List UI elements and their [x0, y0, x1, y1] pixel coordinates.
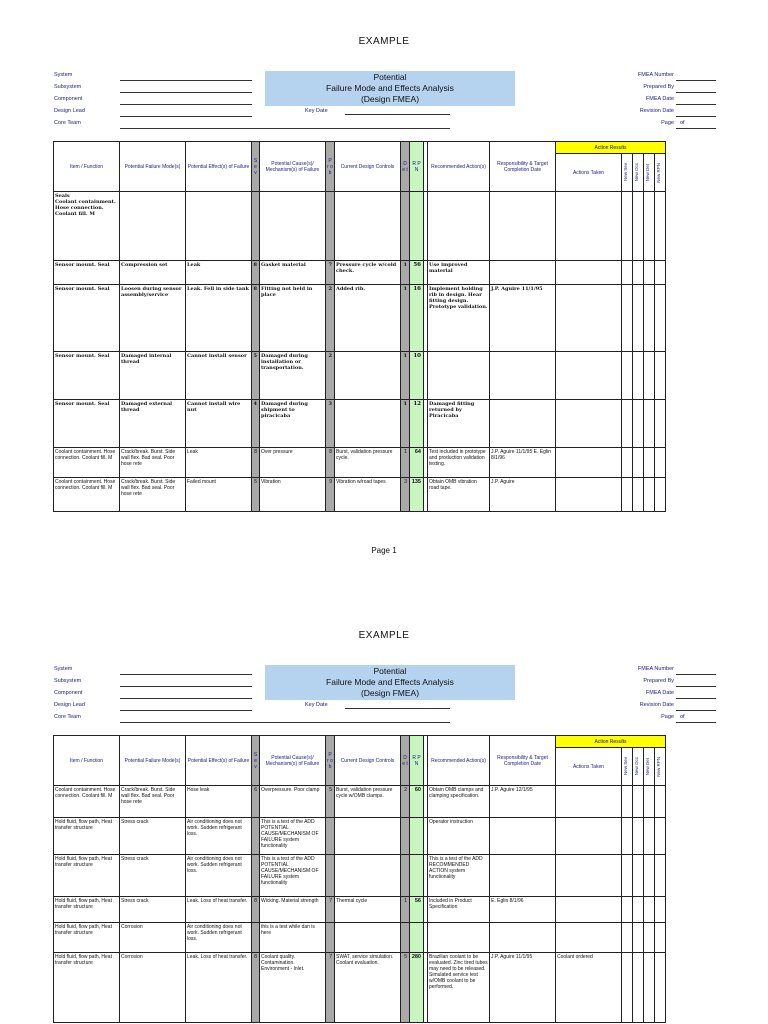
cell-responsibility[interactable] [490, 192, 556, 261]
table-row [54, 897, 666, 923]
cell-recommended[interactable] [428, 352, 490, 400]
col-sev: S e v [252, 142, 260, 192]
cell-item[interactable]: Hold fluid, flow path, Heat transfer structure [54, 953, 120, 1023]
cell-new-rpn[interactable] [655, 285, 666, 352]
col-rpn: R P N [410, 142, 424, 192]
cell-prob[interactable]: 3 [326, 400, 335, 448]
fmea-number-field[interactable]: FMEA Number [560, 665, 720, 677]
cell-effect[interactable] [186, 192, 252, 261]
cell-item[interactable]: Coolant containment. Hose connection. Coolant fill. M [54, 786, 120, 818]
cell-responsibility[interactable]: J.P. Aguire 11/1/95 [490, 953, 556, 1023]
col-det: D e t [401, 736, 410, 786]
cell-effect[interactable]: Leak [186, 448, 252, 478]
core-team-field[interactable]: Core Team [54, 119, 254, 131]
cell-new-det[interactable] [644, 192, 655, 261]
col-new-sev: New Sev [623, 757, 628, 776]
cell-item[interactable]: Sensor mount. Seal [54, 261, 120, 285]
header-left-fields [54, 71, 254, 131]
cell-recommended[interactable] [428, 192, 490, 261]
cell-sev[interactable] [252, 855, 260, 897]
cell-new-sev[interactable] [622, 786, 633, 818]
cell-recommended[interactable]: Test included in prototype and production validation testing. [428, 448, 490, 478]
cell-prob[interactable]: 7 [326, 953, 335, 1023]
cell-det[interactable]: 1 [401, 285, 410, 352]
cell-responsibility[interactable]: J.P. Aguire 11/1/95 E. Eglin 8/1/96 [490, 448, 556, 478]
table-row [54, 192, 666, 261]
cell-rpn[interactable] [410, 855, 424, 897]
cell-new-occ[interactable] [633, 352, 644, 400]
cell-actions-taken[interactable] [556, 261, 622, 285]
cell-recommended[interactable]: Included in Product Specification [428, 897, 490, 923]
cell-item[interactable]: Hold fluid, flow path, Heat transfer structure [54, 855, 120, 897]
cell-control[interactable] [335, 818, 401, 855]
col-new-rpn: New RPN [656, 162, 661, 183]
cell-recommended[interactable] [428, 923, 490, 953]
table-1-body [54, 192, 666, 512]
cell-new-occ[interactable] [633, 478, 644, 512]
cell-recommended[interactable]: Obtain OMB clamps and clamping specification. [428, 786, 490, 818]
example-heading: EXAMPLE [358, 630, 410, 641]
cell-effect[interactable]: Hose leak [186, 786, 252, 818]
cell-responsibility[interactable] [490, 855, 556, 897]
cell-failure-mode[interactable]: Crack/break. Burst. Side wall flex. Bad seal. Poor hose rete [120, 478, 186, 512]
col-prob: P r o b [326, 736, 335, 786]
page-footer: Page 1 [371, 546, 397, 555]
cell-rpn[interactable] [410, 192, 424, 261]
document-title: Potential Failure Mode and Effects Analysis (Design FMEA) [265, 665, 515, 700]
cell-effect[interactable]: Air conditioning does not work. Sudden refrigerant loss. [186, 855, 252, 897]
core-team-field[interactable]: Core Team [54, 713, 254, 725]
cell-sev[interactable]: 8 [252, 448, 260, 478]
cell-new-rpn[interactable] [655, 400, 666, 448]
cell-new-occ[interactable] [633, 855, 644, 897]
cell-new-det[interactable] [644, 448, 655, 478]
cell-item[interactable]: Hold fluid, flow path, Heat transfer structure [54, 897, 120, 923]
cell-new-det[interactable] [644, 818, 655, 855]
cell-rpn[interactable]: 56 [410, 261, 424, 285]
revision-date-field[interactable]: Revision Date [560, 107, 720, 119]
col-responsibility: Responsibility & Target Completion Date [490, 142, 556, 192]
cell-recommended[interactable]: Operator instruction [428, 818, 490, 855]
cell-new-rpn[interactable] [655, 352, 666, 400]
cell-failure-mode[interactable]: Damaged external thread [120, 400, 186, 448]
cell-new-sev[interactable] [622, 400, 633, 448]
cell-responsibility[interactable]: J.P. Aguire 11/1/95 [490, 285, 556, 352]
cell-effect[interactable]: Leak [186, 261, 252, 285]
col-det: D e t [401, 142, 410, 192]
cell-new-occ[interactable] [633, 897, 644, 923]
cell-cause[interactable]: Gasket material [260, 261, 326, 285]
cell-recommended[interactable]: Obtain OMB vibration road tape. [428, 478, 490, 512]
cell-responsibility[interactable] [490, 923, 556, 953]
cell-rpn[interactable]: 12 [410, 400, 424, 448]
cell-actions-taken[interactable] [556, 352, 622, 400]
page-field[interactable]: Page of [560, 119, 720, 131]
cell-new-det[interactable] [644, 923, 655, 953]
page-field[interactable]: Page of [560, 713, 720, 725]
cell-failure-mode[interactable]: Crack/break. Burst. Side wall flex. Bad seal. Poor hose rete [120, 448, 186, 478]
cell-actions-taken[interactable] [556, 192, 622, 261]
cell-new-occ[interactable] [633, 923, 644, 953]
cell-cause[interactable]: This is a test of the ADD POTENTIAL CAUSE/MECHANISM OF FAILURE system functionality [260, 855, 326, 897]
cell-responsibility[interactable]: J.P. Aguire [490, 478, 556, 512]
header-left-fields [54, 665, 254, 725]
col-rpn: R P N [410, 736, 424, 786]
cell-prob[interactable]: 2 [326, 285, 335, 352]
cell-new-rpn[interactable] [655, 786, 666, 818]
cell-det[interactable] [401, 855, 410, 897]
col-causes: Potential Cause(s)/ Mechanism(s) of Failure [260, 736, 326, 786]
cell-actions-taken[interactable] [556, 818, 622, 855]
cell-cause[interactable]: Vibration [260, 478, 326, 512]
cell-new-rpn[interactable] [655, 923, 666, 953]
col-controls: Current Design Controls [335, 736, 401, 786]
component-field[interactable]: Component [54, 689, 254, 701]
key-date-field[interactable]: Key Date [305, 702, 328, 708]
cell-control[interactable]: Added rib. [335, 285, 401, 352]
col-item-function: Item / Function [54, 142, 120, 192]
cell-item[interactable]: Coolant containment. Hose connection. Coolant fill. M [54, 478, 120, 512]
col-new-occ: New Occ [634, 757, 639, 776]
cell-recommended[interactable]: Damaged fitting returned by Piracicaba [428, 400, 490, 448]
cell-cause[interactable]: Damaged during installation or transportation. [260, 352, 326, 400]
revision-date-field[interactable]: Revision Date [560, 701, 720, 713]
cell-control[interactable]: Pressure cycle w/cold check. [335, 261, 401, 285]
cell-sev[interactable]: 8 [252, 897, 260, 923]
table-row [54, 400, 666, 448]
header-right-fields [560, 71, 720, 131]
cell-actions-taken[interactable] [556, 478, 622, 512]
cell-new-rpn[interactable] [655, 478, 666, 512]
table-row [54, 478, 666, 512]
cell-det[interactable] [401, 923, 410, 953]
col-failure-mode: Potential Failure Mode(s) [120, 736, 186, 786]
cell-new-sev[interactable] [622, 855, 633, 897]
cell-det[interactable]: 1 [401, 400, 410, 448]
col-action-results: Action Results [556, 736, 666, 748]
cell-new-det[interactable] [644, 261, 655, 285]
cell-new-sev[interactable] [622, 953, 633, 1023]
cell-failure-mode[interactable]: Stress crack [120, 897, 186, 923]
col-new-occ: New Occ [634, 163, 639, 182]
cell-rpn[interactable]: 280 [410, 953, 424, 1023]
cell-new-occ[interactable] [633, 818, 644, 855]
cell-det[interactable]: 3 [401, 478, 410, 512]
cell-recommended[interactable]: Implement holding rib in design. Hear fitting design. Prototype validation. [428, 285, 490, 352]
cell-sev[interactable] [252, 923, 260, 953]
col-effects: Potential Effect(s) of Failure [186, 736, 252, 786]
cell-effect[interactable]: Leak. Fell in side tank [186, 285, 252, 352]
col-item-function: Item / Function [54, 736, 120, 786]
col-prob: P r o b [326, 142, 335, 192]
cell-cause[interactable]: Fitting not held in place [260, 285, 326, 352]
col-new-det: New Det [645, 757, 650, 776]
cell-actions-taken[interactable] [556, 285, 622, 352]
design-lead-field[interactable]: Design Lead [54, 107, 254, 119]
cell-new-occ[interactable] [633, 192, 644, 261]
cell-effect[interactable]: Cannot install wire nut [186, 400, 252, 448]
cell-new-occ[interactable] [633, 285, 644, 352]
cell-new-rpn[interactable] [655, 818, 666, 855]
col-effects: Potential Effect(s) of Failure [186, 142, 252, 192]
cell-sev[interactable]: 8 [252, 261, 260, 285]
cell-new-rpn[interactable] [655, 192, 666, 261]
col-failure-mode: Potential Failure Mode(s) [120, 142, 186, 192]
cell-cause[interactable]: Damaged during shipment to piracicaba [260, 400, 326, 448]
cell-rpn[interactable]: 56 [410, 897, 424, 923]
cell-rpn[interactable] [410, 923, 424, 953]
col-actions-taken: Actions Taken [556, 154, 622, 192]
table-row [54, 855, 666, 897]
cell-cause[interactable]: Over pressure [260, 448, 326, 478]
table-row [54, 448, 666, 478]
cell-new-sev[interactable] [622, 261, 633, 285]
cell-new-sev[interactable] [622, 285, 633, 352]
cell-cause[interactable]: this is a test while dan is here [260, 923, 326, 953]
cell-prob[interactable]: 8 [326, 448, 335, 478]
cell-new-sev[interactable] [622, 478, 633, 512]
fmea-table-1 [53, 141, 666, 512]
cell-failure-mode[interactable]: Crack/break. Burst. Side wall flex. Bad seal. Poor hose rete [120, 786, 186, 818]
cell-cause[interactable]: Overpressure. Poor clamp [260, 786, 326, 818]
cell-new-det[interactable] [644, 352, 655, 400]
cell-rpn[interactable]: 16 [410, 285, 424, 352]
cell-new-det[interactable] [644, 897, 655, 923]
cell-prob[interactable]: 9 [326, 478, 335, 512]
cell-sev[interactable] [252, 192, 260, 261]
col-sev: S e v [252, 736, 260, 786]
subsystem-field[interactable]: Subsystem [54, 677, 254, 689]
cell-failure-mode[interactable]: Compression set [120, 261, 186, 285]
table-row [54, 953, 666, 1023]
cell-sev[interactable]: 5 [252, 478, 260, 512]
table-row [54, 923, 666, 953]
cell-control[interactable] [335, 400, 401, 448]
cell-new-sev[interactable] [622, 923, 633, 953]
col-action-results: Action Results [556, 142, 666, 154]
col-responsibility: Responsibility & Target Completion Date [490, 736, 556, 786]
cell-actions-taken[interactable]: Coolant ordered [556, 953, 622, 1023]
cell-new-det[interactable] [644, 400, 655, 448]
cell-actions-taken[interactable] [556, 400, 622, 448]
cell-responsibility[interactable]: J.P. Aguire 12/1/95 [490, 786, 556, 818]
cell-new-rpn[interactable] [655, 448, 666, 478]
cell-new-det[interactable] [644, 855, 655, 897]
table-row [54, 786, 666, 818]
subsystem-field[interactable]: Subsystem [54, 83, 254, 95]
example-heading: EXAMPLE [358, 36, 410, 47]
cell-new-rpn[interactable] [655, 953, 666, 1023]
cell-item[interactable]: Sensor mount. Seal [54, 352, 120, 400]
col-recommended: Recommended Action(s) [428, 142, 490, 192]
cell-new-rpn[interactable] [655, 261, 666, 285]
cell-effect[interactable]: Air conditioning does not work. Sudden refrigerant loss. [186, 818, 252, 855]
cell-prob[interactable] [326, 923, 335, 953]
col-new-det: New Det [645, 163, 650, 182]
cell-rpn[interactable]: 135 [410, 478, 424, 512]
cell-control[interactable] [335, 855, 401, 897]
cell-prob[interactable] [326, 855, 335, 897]
cell-effect[interactable]: Failed mount [186, 478, 252, 512]
cell-responsibility[interactable] [490, 400, 556, 448]
col-actions-taken: Actions Taken [556, 748, 622, 786]
system-field[interactable]: System [54, 71, 254, 83]
cell-effect[interactable]: Air conditioning does not work. Sudden refrigerant loss. [186, 923, 252, 953]
cell-recommended[interactable]: Brazilian coolant to be evaluated. Zinc tired tubes may need to be released. Simulated service test w/OMB coolant to be performed. [428, 953, 490, 1023]
cell-cause[interactable]: This is a test of the ADD POTENTIAL CAUSE/MECHANISM OF FAILURE system functionality [260, 818, 326, 855]
prepared-by-field[interactable]: Prepared By [560, 83, 720, 95]
cell-new-sev[interactable] [622, 352, 633, 400]
cell-det[interactable]: 1 [401, 448, 410, 478]
table-row [54, 261, 666, 285]
cell-new-occ[interactable] [633, 261, 644, 285]
cell-item[interactable]: Seals Coolant containment. Hose connection. Coolant fill. M [54, 192, 120, 261]
cell-control[interactable]: Burst, validation pressure cycle w/OMB clamps. [335, 786, 401, 818]
cell-control[interactable]: Burst, validation pressure cycle. [335, 448, 401, 478]
cell-control[interactable] [335, 923, 401, 953]
key-date-field[interactable]: Key Date [305, 108, 328, 114]
cell-det[interactable]: 5 [401, 953, 410, 1023]
fmea-number-field[interactable]: FMEA Number [560, 71, 720, 83]
cell-control[interactable] [335, 192, 401, 261]
cell-cause[interactable]: Coolant quality. Contamination. Environment - Inlet. [260, 953, 326, 1023]
cell-effect[interactable]: Cannot install sensor [186, 352, 252, 400]
cell-control[interactable]: SWAT, service simulation. Coolant evaluation. [335, 953, 401, 1023]
cell-new-occ[interactable] [633, 400, 644, 448]
system-field[interactable]: System [54, 665, 254, 677]
cell-control[interactable] [335, 352, 401, 400]
cell-rpn[interactable]: 10 [410, 352, 424, 400]
fmea-date-field[interactable]: FMEA Date [560, 689, 720, 701]
design-lead-field[interactable]: Design Lead [54, 701, 254, 713]
cell-cause[interactable]: Wicking. Material strength [260, 897, 326, 923]
cell-new-sev[interactable] [622, 192, 633, 261]
cell-effect[interactable]: Leak. Loss of heat transfer. [186, 953, 252, 1023]
document-title: Potential Failure Mode and Effects Analysis (Design FMEA) [265, 71, 515, 106]
cell-det[interactable]: 1 [401, 261, 410, 285]
table-row [54, 818, 666, 855]
cell-rpn[interactable]: 60 [410, 786, 424, 818]
cell-failure-mode[interactable]: Stress crack [120, 818, 186, 855]
cell-actions-taken[interactable] [556, 923, 622, 953]
cell-sev[interactable]: 5 [252, 352, 260, 400]
cell-prob[interactable]: 5 [326, 786, 335, 818]
cell-actions-taken[interactable] [556, 786, 622, 818]
cell-item[interactable]: Sensor mount. Seal [54, 400, 120, 448]
cell-sev[interactable]: 6 [252, 786, 260, 818]
cell-prob[interactable]: 2 [326, 352, 335, 400]
cell-control[interactable]: Thermal cycle [335, 897, 401, 923]
cell-sev[interactable]: 4 [252, 400, 260, 448]
cell-det[interactable]: 1 [401, 897, 410, 923]
cell-responsibility[interactable] [490, 261, 556, 285]
cell-control[interactable]: Vibration w/road tapes [335, 478, 401, 512]
cell-prob[interactable]: 7 [326, 261, 335, 285]
cell-item[interactable]: Hold fluid, flow path, Heat transfer structure [54, 818, 120, 855]
component-field[interactable]: Component [54, 95, 254, 107]
cell-sev[interactable]: 8 [252, 285, 260, 352]
cell-failure-mode[interactable]: Loosen during sensor assembly/service [120, 285, 186, 352]
col-causes: Potential Cause(s)/ Mechanism(s) of Failure [260, 142, 326, 192]
cell-recommended[interactable]: This is a test of the ADD RECOMMENDED ACTION system functionality [428, 855, 490, 897]
cell-sev[interactable] [252, 818, 260, 855]
cell-responsibility[interactable] [490, 818, 556, 855]
cell-new-rpn[interactable] [655, 855, 666, 897]
cell-rpn[interactable]: 64 [410, 448, 424, 478]
cell-actions-taken[interactable] [556, 855, 622, 897]
cell-failure-mode[interactable]: Corrosion [120, 923, 186, 953]
col-recommended: Recommended Action(s) [428, 736, 490, 786]
cell-new-sev[interactable] [622, 818, 633, 855]
cell-item[interactable]: Coolant containment. Hose connection. Coolant fill. M [54, 448, 120, 478]
cell-prob[interactable]: 7 [326, 897, 335, 923]
cell-prob[interactable] [326, 192, 335, 261]
cell-new-det[interactable] [644, 285, 655, 352]
cell-recommended[interactable]: Use improved material [428, 261, 490, 285]
header-right-fields [560, 665, 720, 725]
cell-responsibility[interactable] [490, 352, 556, 400]
cell-actions-taken[interactable] [556, 448, 622, 478]
cell-effect[interactable]: Leak. Loss of heat transfer. [186, 897, 252, 923]
cell-new-sev[interactable] [622, 897, 633, 923]
cell-det[interactable]: 2 [401, 786, 410, 818]
cell-failure-mode[interactable]: Corrosion [120, 953, 186, 1023]
cell-item[interactable]: Sensor mount. Seal [54, 285, 120, 352]
col-new-rpn: New RPN [656, 756, 661, 777]
fmea-table-2 [53, 735, 666, 1023]
table-2-body [54, 786, 666, 1023]
cell-new-occ[interactable] [633, 448, 644, 478]
cell-det[interactable]: 1 [401, 352, 410, 400]
cell-new-occ[interactable] [633, 786, 644, 818]
cell-cause[interactable] [260, 192, 326, 261]
col-new-sev: New Sev [623, 163, 628, 182]
cell-item[interactable]: Hold fluid, flow path, Heat transfer structure [54, 923, 120, 953]
table-row [54, 352, 666, 400]
cell-actions-taken[interactable] [556, 897, 622, 923]
cell-new-sev[interactable] [622, 448, 633, 478]
cell-prob[interactable] [326, 818, 335, 855]
table-row [54, 285, 666, 352]
cell-new-rpn[interactable] [655, 897, 666, 923]
cell-failure-mode[interactable] [120, 192, 186, 261]
cell-det[interactable] [401, 192, 410, 261]
cell-failure-mode[interactable]: Damaged internal thread [120, 352, 186, 400]
cell-det[interactable] [401, 818, 410, 855]
cell-new-occ[interactable] [633, 953, 644, 1023]
cell-responsibility[interactable]: E. Eglin 8/1/96 [490, 897, 556, 923]
prepared-by-field[interactable]: Prepared By [560, 677, 720, 689]
cell-failure-mode[interactable]: Stress crack [120, 855, 186, 897]
cell-new-det[interactable] [644, 786, 655, 818]
cell-new-det[interactable] [644, 478, 655, 512]
col-controls: Current Design Controls [335, 142, 401, 192]
cell-sev[interactable]: 8 [252, 953, 260, 1023]
cell-rpn[interactable] [410, 818, 424, 855]
cell-new-det[interactable] [644, 953, 655, 1023]
fmea-date-field[interactable]: FMEA Date [560, 95, 720, 107]
